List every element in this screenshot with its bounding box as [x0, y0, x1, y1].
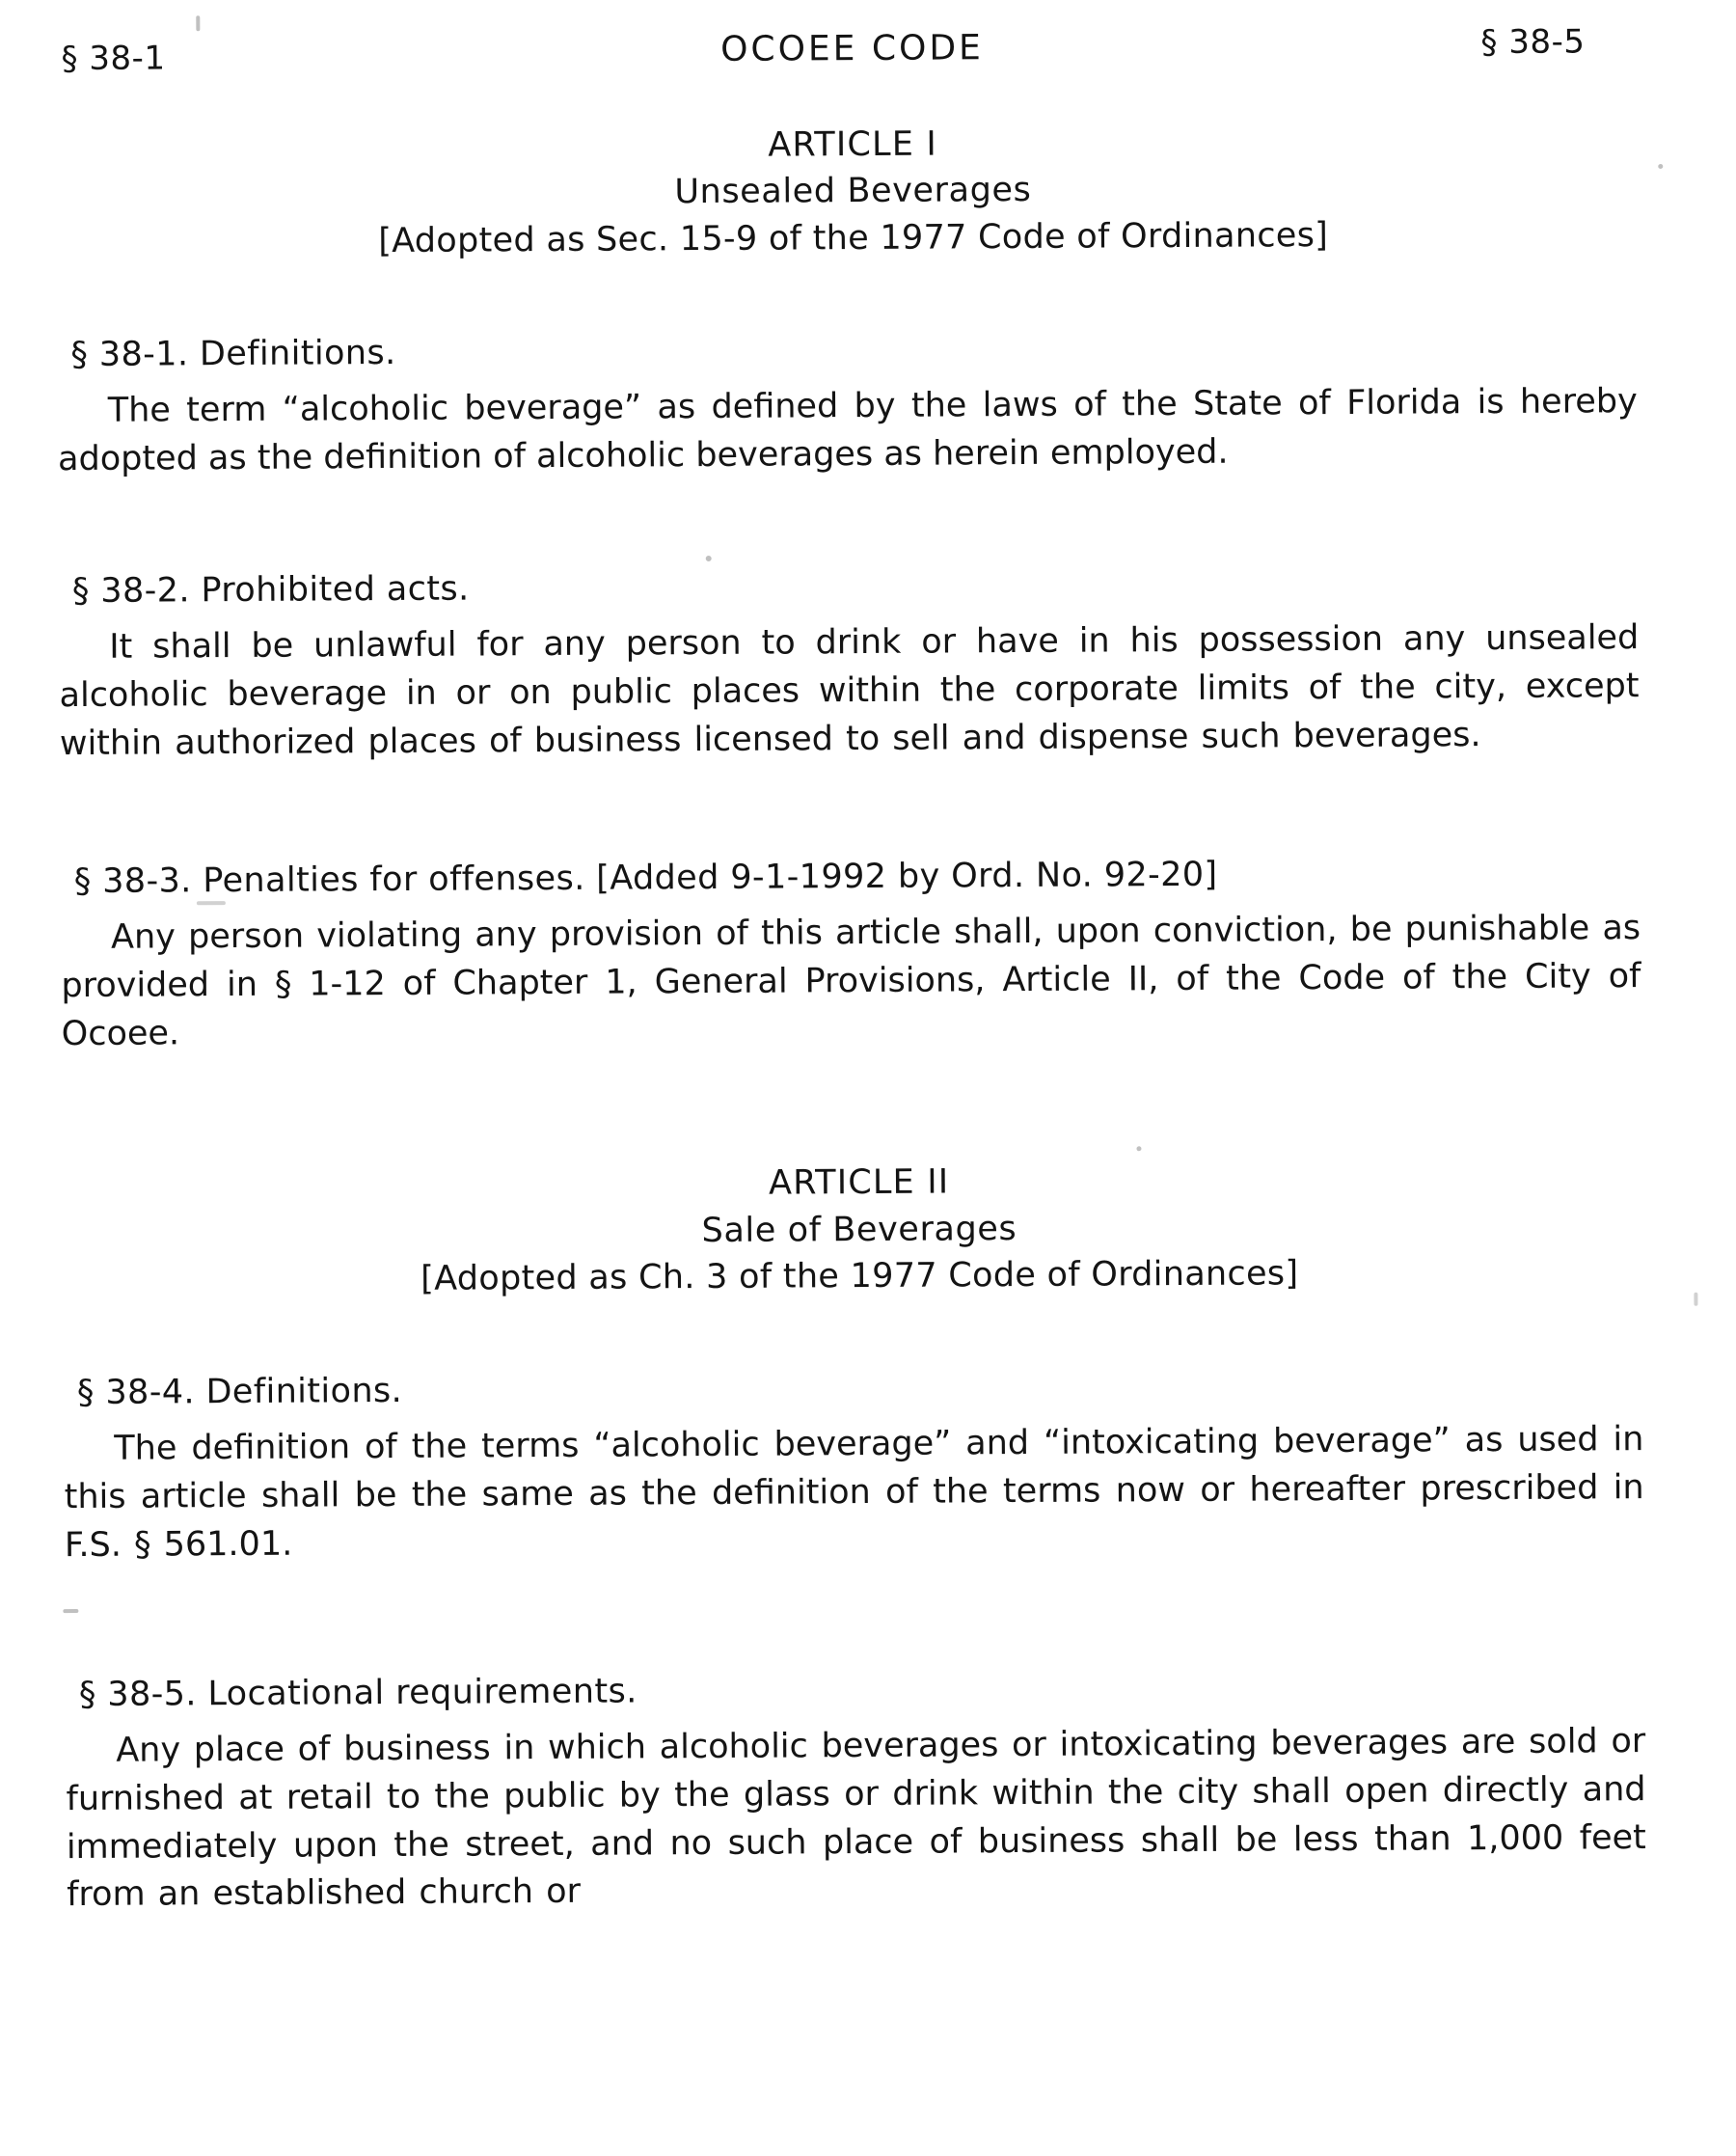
section-38-3: [57, 853, 1659, 1058]
section-38-1: [53, 326, 1655, 484]
scan-speck: [1694, 1293, 1697, 1306]
running-head-right-section: § 38-5: [1480, 22, 1586, 63]
section-38-3-body: Any person violating any provision of this article shall, upon conviction, be punishable as provided in § 1-12 of Chapter 1, General Provisions, Article II, of the Code of the City of Ocoee.: [61, 909, 1641, 1053]
section-38-5-heading: § 38-5. Locational requirements.: [78, 1672, 637, 1715]
section-38-5: [62, 1666, 1665, 1920]
section-38-4: [60, 1364, 1662, 1569]
section-38-2-body: It shall be unlawful for any person to drink or have in his possession any unsealed alcoholic beverage in or on public places within the corporate limits of the city, except within authorized places of business licensed to sell and dispense such beverages.: [59, 618, 1640, 763]
scan-speck: [1658, 164, 1663, 169]
scan-speck: [706, 556, 712, 561]
article-heading-2: [59, 1155, 1661, 1304]
section-38-2-heading: § 38-2. Prohibited acts.: [71, 569, 470, 612]
section-38-1-body: The term “alcoholic beverage” as defined by the laws of the State of Florida is hereby adopted as the definition of alcoholic beverages as herein employed.: [57, 382, 1638, 478]
article-1-subtitle: Unsealed Beverages: [674, 171, 1032, 212]
running-head: [51, 5, 1652, 92]
page-content: [51, 5, 1664, 1920]
section-38-2: [55, 562, 1657, 768]
section-38-4-body: The definition of the terms “alcoholic beverage” and “intoxicating beverage” as used in this article shall be the same as the definition of the terms now or hereafter prescribed in F.S. § 561.01.: [64, 1420, 1644, 1565]
scan-speck: [1136, 1146, 1141, 1151]
scan-speck: [63, 1609, 78, 1613]
section-38-4-heading: § 38-4. Definitions.: [76, 1372, 403, 1413]
running-head-left-section: § 38-1: [61, 39, 166, 79]
article-heading-1: [52, 117, 1654, 266]
running-head-title: OCOEE CODE: [720, 28, 984, 69]
article-1-adoption-note: [Adopted as Sec. 15-9 of the 1977 Code of Ordinances]: [378, 215, 1329, 260]
scan-speck: [197, 901, 226, 905]
article-2-subtitle: Sale of Beverages: [701, 1209, 1017, 1250]
article-2-adoption-note: [Adopted as Ch. 3 of the 1977 Code of Ordinances]: [420, 1254, 1299, 1298]
article-1-title: ARTICLE I: [768, 124, 938, 165]
section-38-1-heading: § 38-1. Definitions.: [70, 333, 396, 374]
scan-speck: [196, 15, 200, 31]
section-38-3-heading: § 38-3. Penalties for offenses. [Added 9-1-1992 by Ord. No. 92-20]: [73, 856, 1218, 902]
article-2-title: ARTICLE II: [768, 1162, 950, 1204]
section-38-5-body: Any place of business in which alcoholic beverages or intoxicating beverages are sold or furnished at retail to the public by the glass or drink within the city shall open directly and immediately upon the street, and no such place of business shall be less than 1,000 feet from an established church or: [66, 1722, 1646, 1915]
